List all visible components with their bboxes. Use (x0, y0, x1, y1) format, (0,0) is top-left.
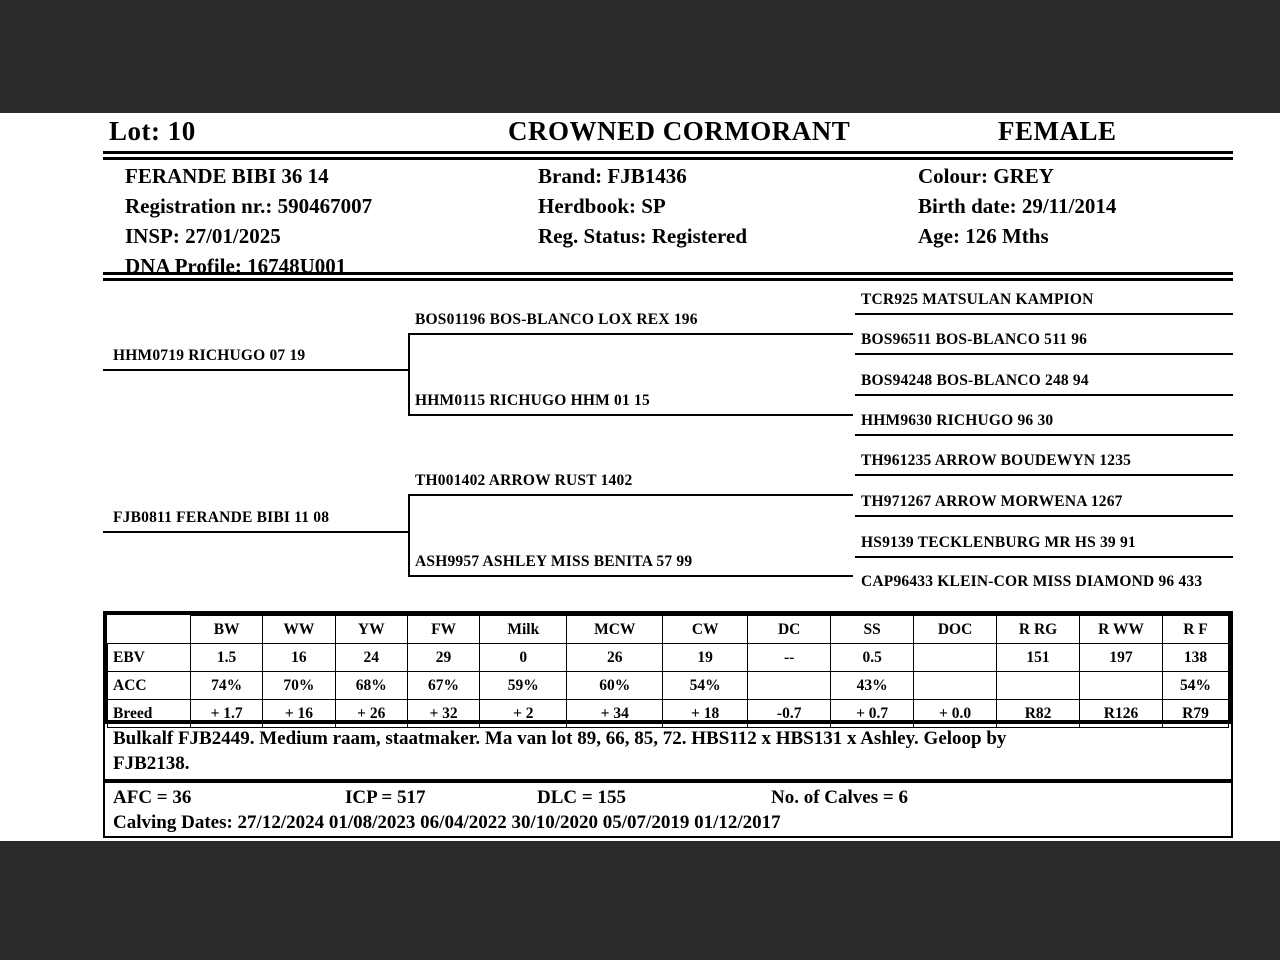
pedigree-connector-dam (408, 494, 410, 575)
pedigree-gp7: HS9139 TECKLENBURG MR HS 39 91 (861, 534, 1136, 551)
reg-status-value: Reg. Status: Registered (538, 224, 747, 248)
breed-cell: + 26 (335, 700, 407, 728)
afc-value: AFC = 36 (113, 787, 192, 808)
table-row (108, 644, 1229, 672)
ebv-col-fw: FW (407, 616, 479, 644)
ebv-cell: -- (748, 644, 831, 672)
breed-cell: + 0.7 (831, 700, 914, 728)
lot-number: Lot: 10 (109, 116, 196, 146)
ebv-col-yw: YW (335, 616, 407, 644)
ebv-table-wrapper (103, 611, 1233, 724)
notes-line-2: FJB2138. (113, 753, 190, 774)
acc-cell: 67% (407, 672, 479, 700)
age-value: Age: 126 Mths (918, 224, 1049, 248)
ebv-cell: 24 (335, 644, 407, 672)
pedigree-gp7-rule (855, 556, 1233, 558)
breed-cell: + 1.7 (190, 700, 262, 728)
pedigree-sire: HHM0719 RICHUGO 07 19 (113, 347, 306, 364)
ebv-cell (914, 644, 997, 672)
ebv-row-label-breed: Breed (108, 700, 191, 728)
pedigree-sire-dam-rule (408, 414, 853, 416)
ebv-col-mcw: MCW (567, 616, 663, 644)
notes-block (103, 724, 1233, 781)
animal-record-sheet (103, 113, 1233, 841)
breed-cell: + 34 (567, 700, 663, 728)
pedigree-connector-sire (408, 333, 410, 414)
ebv-cell: 19 (663, 644, 748, 672)
insp-value: INSP: 27/01/2025 (125, 224, 281, 248)
breed-cell: + 18 (663, 700, 748, 728)
brand-value: Brand: FJB1436 (538, 164, 687, 188)
pedigree-dam-rule (103, 531, 408, 533)
pedigree-gp6: TH971267 ARROW MORWENA 1267 (861, 493, 1123, 510)
breed-cell: R82 (997, 700, 1080, 728)
pedigree-sire-rule (103, 369, 408, 371)
pedigree-gp3-rule (855, 394, 1233, 396)
sex-label: FEMALE (998, 116, 1117, 146)
pedigree-gp8: CAP96433 KLEIN-COR MISS DIAMOND 96 433 (861, 573, 1203, 590)
herdbook-value: Herdbook: SP (538, 194, 666, 218)
acc-cell: 68% (335, 672, 407, 700)
pedigree-dam-sire: TH001402 ARROW RUST 1402 (415, 472, 633, 489)
calves-count-value: No. of Calves = 6 (771, 787, 908, 808)
acc-cell (997, 672, 1080, 700)
dna-profile-value: DNA Profile: 16748U001 (125, 254, 347, 278)
ebv-col-rrg: R RG (997, 616, 1080, 644)
identity-block (103, 160, 1233, 278)
breed-cell: + 2 (480, 700, 567, 728)
acc-cell (914, 672, 997, 700)
pedigree-dam-dam: ASH9957 ASHLEY MISS BENITA 57 99 (415, 553, 693, 570)
ebv-table (107, 615, 1229, 728)
ebv-col-rww: R WW (1080, 616, 1163, 644)
breed-cell: R79 (1162, 700, 1228, 728)
pedigree-sire-sire-rule (408, 333, 853, 335)
colour-value: Colour: GREY (918, 164, 1054, 188)
pedigree-sire-dam: HHM0115 RICHUGO HHM 01 15 (415, 392, 650, 409)
ebv-col-milk: Milk (480, 616, 567, 644)
pedigree-gp3: BOS94248 BOS-BLANCO 248 94 (861, 372, 1089, 389)
pedigree-gp2-rule (855, 353, 1233, 355)
pedigree-dam-dam-rule (408, 575, 853, 577)
ebv-header-row (108, 616, 1229, 644)
pedigree-gp4: HHM9630 RICHUGO 96 30 (861, 412, 1054, 429)
acc-cell: 43% (831, 672, 914, 700)
pedigree-gp6-rule (855, 515, 1233, 517)
ebv-cell: 0 (480, 644, 567, 672)
pedigree-dam-sire-rule (408, 494, 853, 496)
sale-title: CROWNED CORMORANT (508, 116, 851, 146)
pedigree-gp4-rule (855, 434, 1233, 436)
ebv-row-label-acc: ACC (108, 672, 191, 700)
breed-cell: + 16 (263, 700, 335, 728)
acc-cell (748, 672, 831, 700)
header-divider (103, 151, 1233, 160)
ebv-cell: 151 (997, 644, 1080, 672)
breeding-stats-block (103, 781, 1233, 838)
dlc-value: DLC = 155 (537, 787, 626, 808)
table-row (108, 672, 1229, 700)
calving-dates-value: Calving Dates: 27/12/2024 01/08/2023 06/04/2022 30/10/2020 05/07/2019 01/12/2017 (113, 812, 781, 833)
ebv-cell: 138 (1162, 644, 1228, 672)
pedigree-gp2: BOS96511 BOS-BLANCO 511 96 (861, 331, 1088, 348)
catalogue-page (0, 113, 1280, 841)
birth-date-value: Birth date: 29/11/2014 (918, 194, 1117, 218)
acc-cell (1080, 672, 1163, 700)
acc-cell: 54% (1162, 672, 1228, 700)
ebv-row-label-ebv: EBV (108, 644, 191, 672)
ebv-cell: 0.5 (831, 644, 914, 672)
breed-cell: -0.7 (748, 700, 831, 728)
pedigree-sire-sire: BOS01196 BOS-BLANCO LOX REX 196 (415, 311, 698, 328)
pedigree-chart (103, 281, 1233, 611)
notes-line-1: Bulkalf FJB2449. Medium raam, staatmaker. Ma van lot 89, 66, 85, 72. HBS112 x HBS131 x Ashley. Geloop by (113, 728, 1007, 749)
breed-cell: + 0.0 (914, 700, 997, 728)
ebv-cell: 29 (407, 644, 479, 672)
ebv-col-rf: R F (1162, 616, 1228, 644)
ebv-col-ss: SS (831, 616, 914, 644)
ebv-cell: 1.5 (190, 644, 262, 672)
ebv-corner-cell (108, 616, 191, 644)
acc-cell: 70% (263, 672, 335, 700)
registration-value: Registration nr.: 590467007 (125, 194, 373, 218)
icp-value: ICP = 517 (345, 787, 426, 808)
acc-cell: 59% (480, 672, 567, 700)
pedigree-gp5: TH961235 ARROW BOUDEWYN 1235 (861, 452, 1132, 469)
ebv-col-ww: WW (263, 616, 335, 644)
ebv-col-dc: DC (748, 616, 831, 644)
breed-cell: + 32 (407, 700, 479, 728)
acc-cell: 54% (663, 672, 748, 700)
ebv-col-bw: BW (190, 616, 262, 644)
sheet-header (103, 113, 1233, 151)
ebv-cell: 16 (263, 644, 335, 672)
pedigree-gp1-rule (855, 313, 1233, 315)
pedigree-dam: FJB0811 FERANDE BIBI 11 08 (113, 509, 330, 526)
ebv-col-doc: DOC (914, 616, 997, 644)
breed-cell: R126 (1080, 700, 1163, 728)
ebv-cell: 197 (1080, 644, 1163, 672)
acc-cell: 60% (567, 672, 663, 700)
animal-name: FERANDE BIBI 36 14 (125, 164, 329, 188)
pedigree-gp1: TCR925 MATSULAN KAMPION (861, 291, 1094, 308)
acc-cell: 74% (190, 672, 262, 700)
ebv-cell: 26 (567, 644, 663, 672)
ebv-col-cw: CW (663, 616, 748, 644)
pedigree-gp5-rule (855, 474, 1233, 476)
